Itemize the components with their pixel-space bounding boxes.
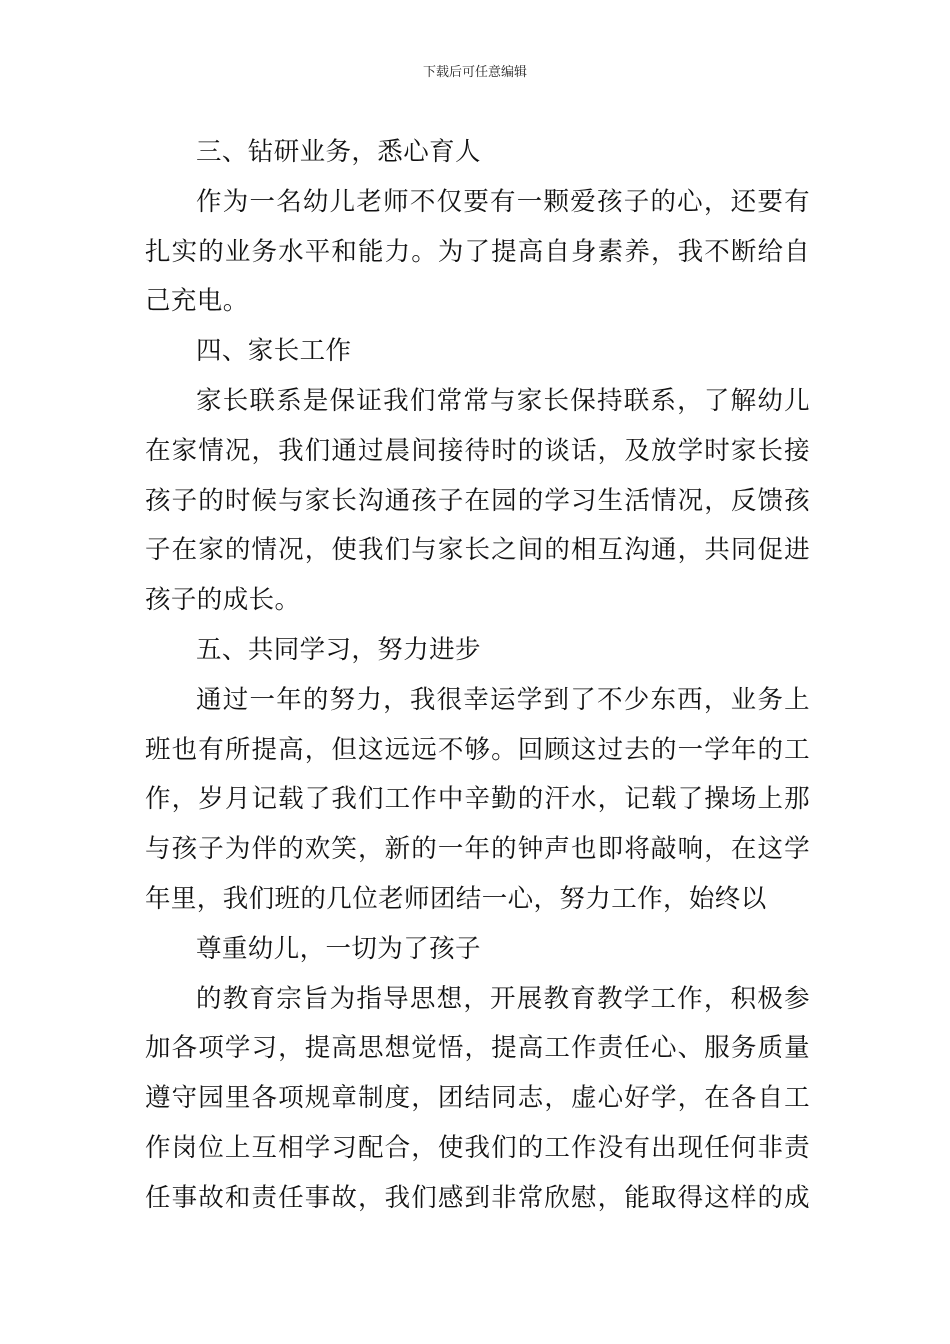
paragraph: 尊重幼儿，一切为了孩子	[196, 933, 481, 964]
paragraph: 作为一名幼儿老师不仅要有一颗爱孩子的心，还要有扎实的业务水平和能力。为了提高自身素养，我不断给自己充电。	[145, 186, 810, 317]
paragraph: 的教育宗旨为指导思想，开展教育教学工作，积极参加各项学习，提高思想觉悟，提高工作责任心、服务质量遵守园里各项规章制度，团结同志，虚心好学，在各自工作岗位上互相学习配合，使我们的工作没有出现任何非责任事故和责任事故，我们感到非常欣慰，能取得这样的成	[145, 983, 810, 1213]
paragraph: 通过一年的努力，我很幸运学到了不少东西，业务上班也有所提高，但这远远不够。回顾这过去的一学年的工作，岁月记载了我们工作中辛勤的汗水，记载了操场上那与孩子为伴的欢笑，新的一年的钟声也即将敲响，在这学年里，我们班的几位老师团结一心，努力工作，始终以	[145, 684, 810, 914]
paragraph: 家长联系是保证我们常常与家长保持联系，了解幼儿在家情况，我们通过晨间接待时的谈话，及放学时家长接孩子的时候与家长沟通孩子在园的学习生活情况，反馈孩子在家的情况，使我们与家长之间的相互沟通，共同促进孩子的成长。	[145, 385, 810, 616]
section-heading: 五、共同学习，努力进步	[196, 634, 481, 665]
page-header: 下载后可任意编辑	[422, 65, 527, 80]
document-body	[145, 128, 810, 1224]
section-heading: 三、钻研业务，悉心育人	[196, 137, 481, 167]
section-heading: 四、家长工作	[196, 336, 352, 367]
